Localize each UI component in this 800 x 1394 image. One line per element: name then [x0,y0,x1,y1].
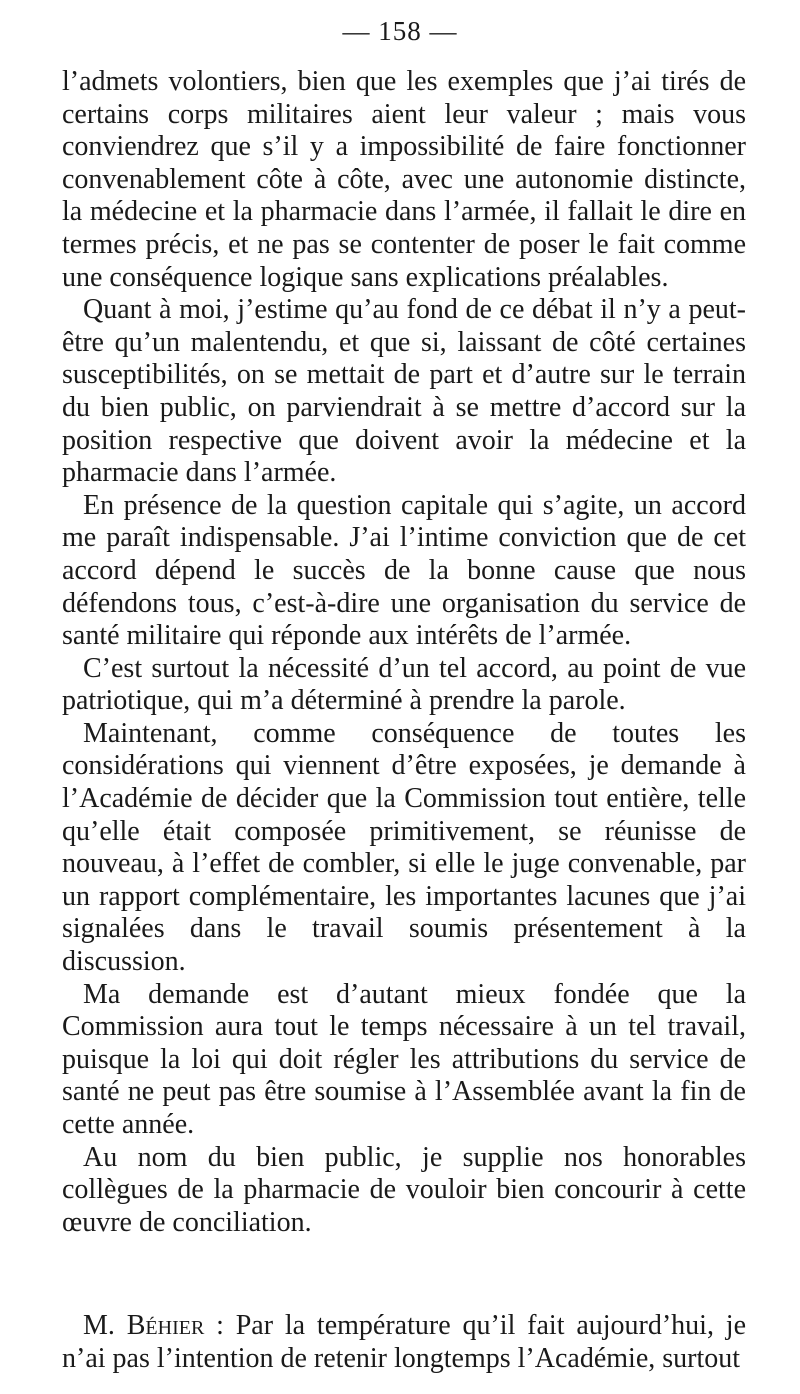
speech-text: : Par la température qu’il fait aujourd’hui, je n’ai pas l’intention de retenir longtemps l’Académie, surtout [62,1310,746,1374]
speaker-name: Béhier [126,1310,205,1341]
paragraph-2: Quant à moi, j’estime qu’au fond de ce débat il n’y a peut-être qu’un malentendu, et que si, laissant de côté certaines susceptibilités, on se mettait de part et d’autre sur le terrain du bien public, on parviendrait à se mettre d’accord sur la position respective que doivent avoir la médecine et la pharmacie dans l’armée. [62,294,746,489]
paragraph-7: Au nom du bien public, je supplie nos honorables collègues de la pharmacie de vouloir bien concourir à cette œuvre de conciliation. [62,1141,746,1238]
speech-paragraph [62,1310,746,1375]
speaker-prefix: M. [83,1310,127,1341]
body-text [62,66,746,1239]
paragraph-5: Maintenant, comme conséquence de toutes les considérations qui viennent d’être exposées, je demande à l’Académie de décider que la Commission tout entière, telle qu’elle était composée primitivement, se réunisse de nouveau, à l’effet de combler, si elle le juge convenable, par un rapport complémentaire, les importantes lacunes que j’ai signalées dans le travail soumis présentement à la discussion. [62,717,746,978]
paragraph-1: l’admets volontiers, bien que les exemples que j’ai tirés de certains corps militaires aient leur valeur ; mais vous conviendrez que s’il y a impossibilité de faire fonctionner convenablement côte à côte, avec une autonomie distincte, la médecine et la pharmacie dans l’armée, il fallait le dire en termes précis, et ne pas se contenter de poser le fait comme une conséquence logique sans explications préalables. [62,66,746,293]
paragraph-3: En présence de la question capitale qui s’agite, un accord me paraît indispensable. J’ai l’intime conviction que de cet accord dépend le succès de la bonne cause que nous défendons tous, c’est-à-dire une organisation du service de santé militaire qui réponde aux intérêts de l’armée. [62,489,746,652]
paragraph-4: C’est surtout la nécessité d’un tel accord, au point de vue patriotique, qui m’a déterminé à prendre la parole. [62,652,746,717]
page-number: — 158 — [342,16,458,46]
paragraph-6: Ma demande est d’autant mieux fondée que la Commission aura tout le temps nécessaire à un tel travail, puisque la loi qui doit régler les attributions du service de santé ne peut pas être soumise à l’Assemblée avant la fin de cette année. [62,978,746,1140]
